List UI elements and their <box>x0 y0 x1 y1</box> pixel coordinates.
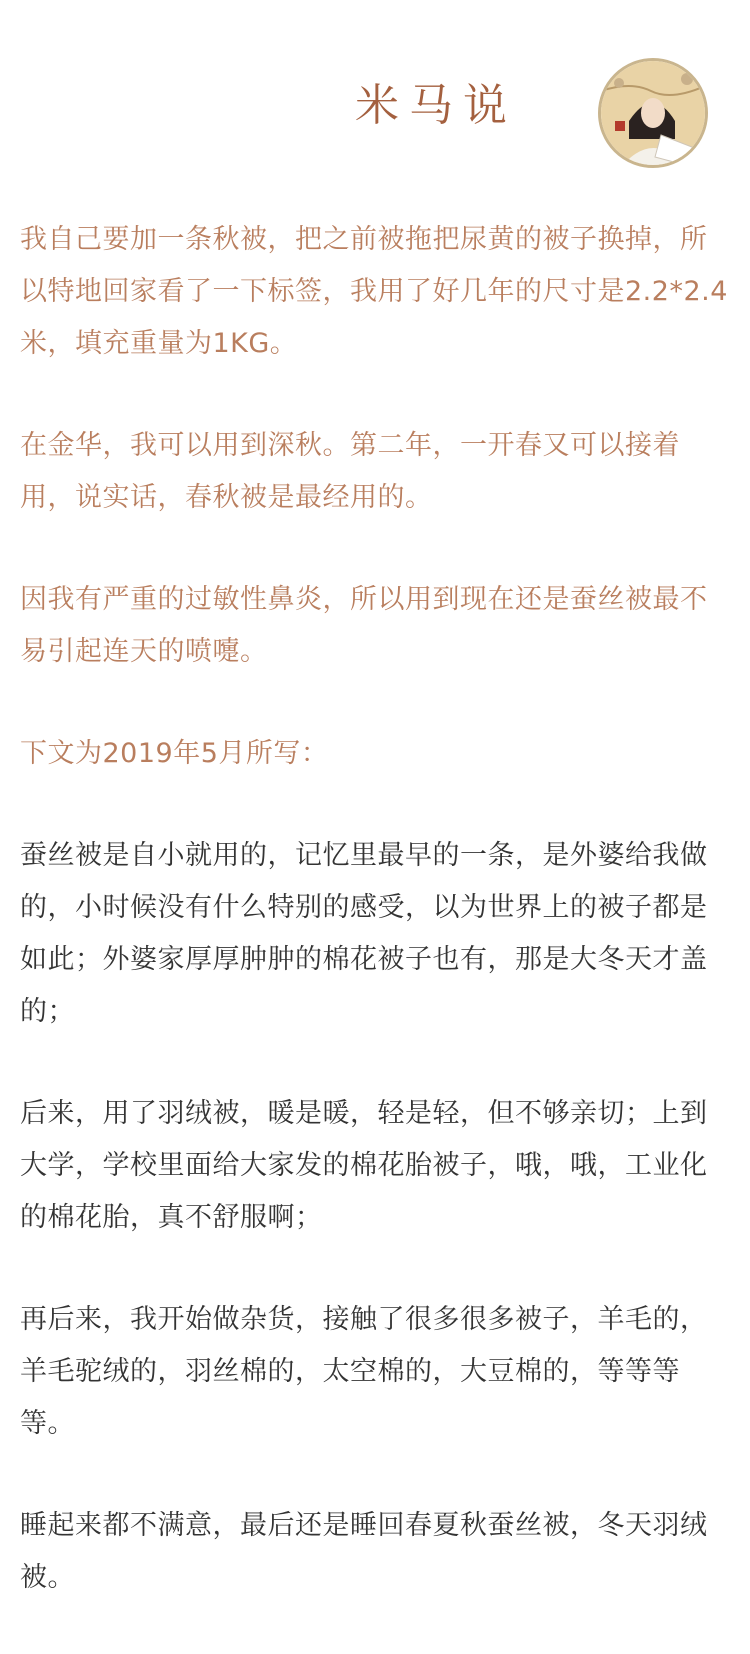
article-body <box>20 214 732 1654</box>
paragraph: 后来，用了羽绒被，暖是暖，轻是轻，但不够亲切；上到大学，学校里面给大家发的棉花胎被子，哦，哦，工业化的棉花胎，真不舒服啊； <box>20 1098 708 1233</box>
paragraph: 我自己要加一条秋被，把之前被拖把尿黄的被子换掉，所以特地回家看了一下标签，我用了好几年的尺寸是2.2*2.4米，填充重量为1KG。 <box>20 224 728 359</box>
paragraph: 再后来，我开始做杂货，接触了很多很多被子，羊毛的，羊毛驼绒的，羽丝棉的，太空棉的，大豆棉的，等等等等。 <box>20 1304 708 1439</box>
paragraph: 因我有严重的过敏性鼻炎，所以用到现在还是蚕丝被最不易引起连天的喷嚏。 <box>20 584 708 667</box>
article-header <box>0 0 750 190</box>
author-avatar <box>598 58 708 168</box>
paragraph: 睡起来都不满意，最后还是睡回春夏秋蚕丝被，冬天羽绒被。 <box>20 1510 708 1593</box>
paragraph: 蚕丝被是自小就用的，记忆里最早的一条，是外婆给我做的，小时候没有什么特别的感受，以为世界上的被子都是如此；外婆家厚厚肿肿的棉花被子也有，那是大冬天才盖的； <box>20 840 708 1027</box>
page-title: 米马说 <box>355 80 517 131</box>
avatar-icon <box>601 61 705 165</box>
paragraph: 下文为2019年5月所写： <box>20 738 329 769</box>
paragraph: 在金华，我可以用到深秋。第二年，一开春又可以接着用，说实话，春秋被是最经用的。 <box>20 430 680 513</box>
